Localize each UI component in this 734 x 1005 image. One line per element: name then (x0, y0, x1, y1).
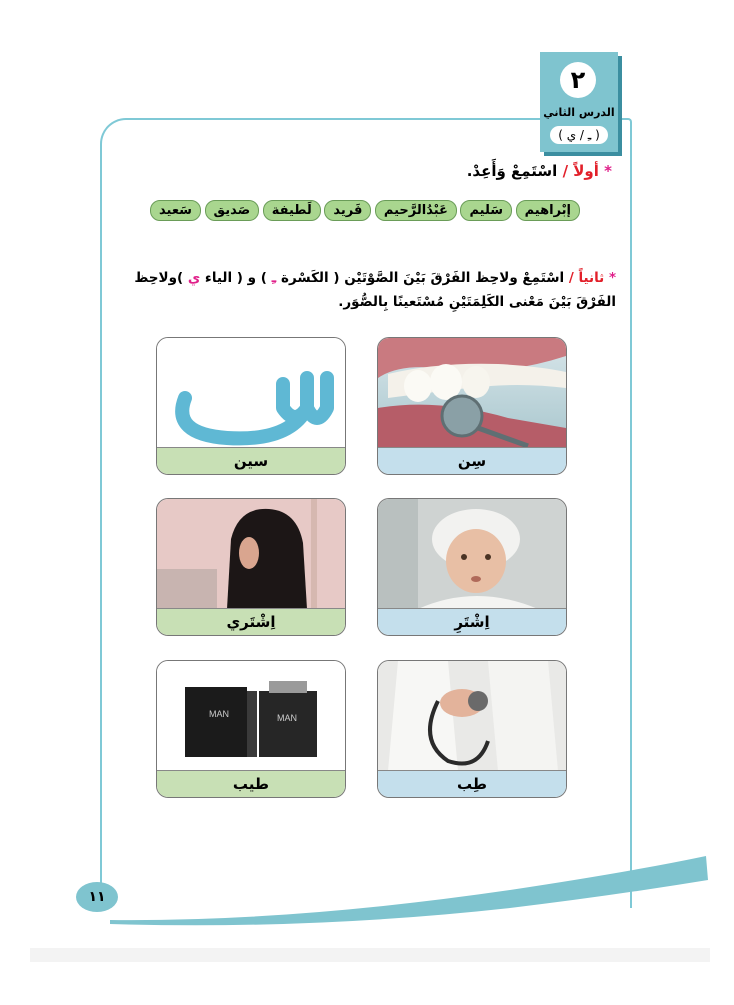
lesson-tab (540, 52, 618, 152)
ya-letter: ي (187, 270, 201, 286)
card-label (157, 608, 345, 635)
section2-label: ثانياً / (568, 270, 605, 286)
boy-photo-icon (378, 499, 566, 609)
card-label: سِن (378, 447, 566, 474)
star-icon: * (608, 270, 616, 286)
kasra-mark: ـِ (271, 270, 277, 286)
page-number: ١١ (76, 882, 118, 912)
name-pill: فَريد (324, 200, 371, 221)
teeth-mirror-photo-icon (378, 338, 566, 448)
section2-line2: الفَرْقَ بَيْنَ مَعْنى الكَلِمَتَيْنِ مُسْتَعينًا بِالصُّوَر. (338, 294, 616, 310)
card-label: سين (157, 447, 345, 474)
lesson-subtitle: ( ـِ / ي ) (550, 126, 608, 144)
card-label-word: اِشْتَري (226, 613, 276, 631)
section1-label: أولاً / (562, 162, 599, 180)
lesson-title: الدرس الثاني (543, 106, 615, 119)
section2-text-c: )ولاحِظ (134, 270, 184, 286)
card-label: طِب (378, 770, 566, 797)
section2-text-a: اسْتَمِعْ ولاحِظ الفَرْقَ بَيْنَ الصَّوْتَيْن ( الكَسْرة (280, 270, 565, 286)
card-perfume (156, 660, 346, 798)
card-label: اِشْتَرِ (378, 608, 566, 635)
section2-text-b: ) و ( الياء (204, 270, 267, 286)
decorative-swoosh-icon (90, 850, 730, 930)
name-pill: لَطيفة (263, 200, 321, 221)
card-label: طيب (157, 770, 345, 797)
card-woman (156, 498, 346, 636)
bottom-band (30, 948, 710, 962)
section2-heading (116, 266, 616, 314)
woman-photo-icon (157, 499, 345, 609)
name-pill: سَليم (460, 200, 512, 221)
perfume-photo-icon (157, 661, 345, 771)
section1-instruction: اسْتَمِعْ وَأَعِدْ. (466, 162, 558, 180)
star-icon: * (604, 162, 612, 180)
perfume-bottle-text: MAN (277, 713, 297, 723)
lesson-number: ٢ (560, 62, 596, 98)
card-stethoscope (377, 660, 567, 798)
card-teeth (377, 337, 567, 475)
card-boy (377, 498, 567, 636)
name-pill: سَعيد (150, 200, 201, 221)
card-letter-seen (156, 337, 346, 475)
name-pill: إبْراهيم (516, 200, 580, 221)
name-pill: عَبْدُالرَّحيم (375, 200, 457, 221)
stethoscope-photo-icon (378, 661, 566, 771)
section1-heading (467, 162, 612, 180)
name-pill: صَديق (205, 200, 260, 221)
letter-seen-drawing-icon (157, 338, 345, 448)
names-row (150, 200, 580, 221)
perfume-box-text: MAN (209, 709, 229, 719)
